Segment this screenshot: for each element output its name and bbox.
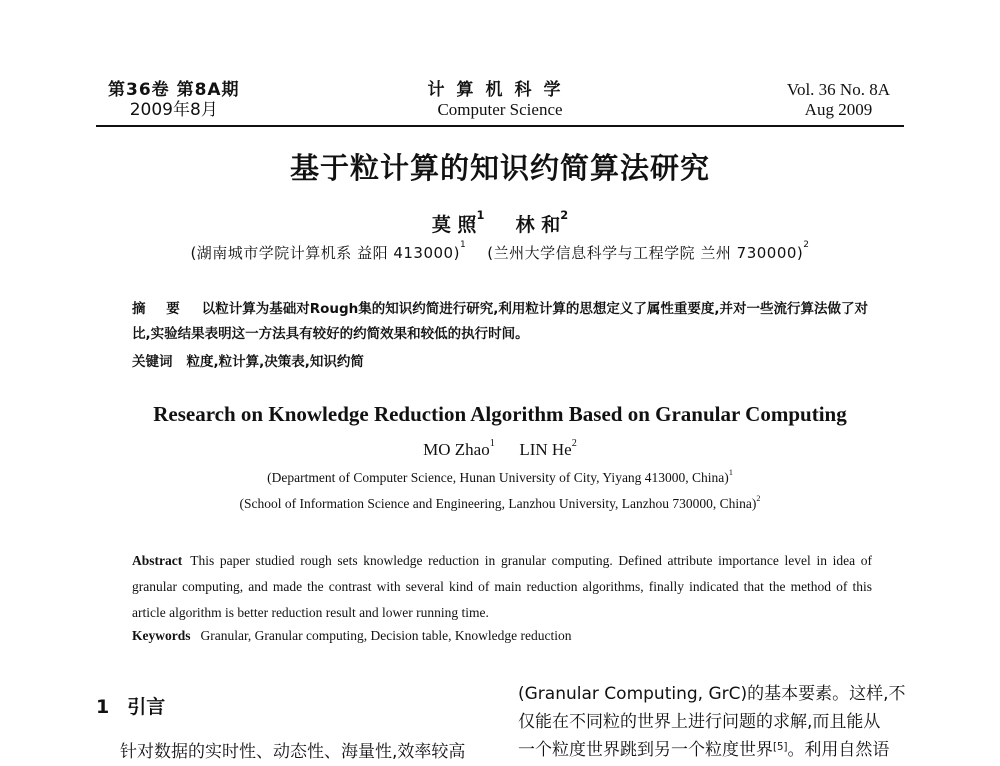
journal-name-cn: 计算机科学 [427,80,573,100]
paper-title-cn: 基于粒计算的知识约简算法研究 [289,151,710,185]
abstract-cn [132,297,872,347]
abstract-text-en: This paper studied rough sets knowledge reduction in granular computing. Defined attribute importance level in idea of granular computing, and made the contrast with several kind of main reduction algorithms, finally indicated that the method of this article algorithm is better reduction result and lower running time. [132,553,872,620]
keywords-label-cn: 关键词 [132,354,173,370]
abstract-label-en: Abstract [132,553,183,568]
affil1-cn: (湖南城市学院计算机系 益阳 413000) [190,244,460,262]
author2-name-en: LIN He [519,440,572,459]
affil2-sup-cn: 2 [803,240,810,250]
journal-name [380,80,620,120]
keywords-cn [132,350,872,370]
section-heading [96,692,165,719]
body-right-line: 仅能在不同粒的世界上进行问题的求解,而且能从 [518,712,881,732]
affiliation1-en [0,470,1000,486]
affil2-en: (School of Information Science and Engineering, Lanzhou University, Lanzhou 730000, China) [239,496,757,511]
journal-volume-info [108,80,240,120]
authors-cn [0,210,1000,237]
journal-name-en: Computer Science [437,100,563,119]
affil2-cn: (兰州大学信息科学与工程学院 兰州 730000) [487,244,804,262]
body-text-left-column [120,738,492,766]
abstract-en [132,548,872,626]
abstract-text-cn: 以粒计算为基础对Rough集的知识约简进行研究,利用粒计算的思想定义了属性重要度,并对一些流行算法做了对比,实验结果表明这一方法具有较好的约简效果和较低的执行时间。 [132,301,869,342]
citation-ref: [5] [773,742,788,753]
volume-number-en: Vol. 36 No. 8A [786,80,890,99]
keywords-text-cn: 粒度,粒计算,决策表,知识约简 [186,354,364,370]
section-number: 1 [96,696,110,718]
issue-date-en: Aug 2009 [804,100,873,119]
paper-title-en: Research on Knowledge Reduction Algorithm Based on Granular Computing [153,402,847,426]
author2-name-cn: 林 和 [515,214,561,236]
body-left-line: 针对数据的实时性、动态性、海量性,效率较高 [120,742,466,762]
journal-volume-en [787,80,890,120]
authors-en [0,440,1000,460]
body-right-text: 一个粒度世界跳到另一个粒度世界 [518,740,773,760]
affil1-sup-en: 1 [728,468,733,477]
author1-sup-cn: 1 [476,208,485,222]
body-text-right-column [518,680,910,764]
issue-date-cn: 2009年8月 [129,100,218,120]
section-title: 引言 [127,696,166,718]
volume-issue: 第36卷 第8A期 [108,80,240,100]
author2-sup-cn: 2 [560,208,569,222]
body-right-text: 。利用自然语 [787,740,890,760]
author1-sup-en: 1 [489,438,495,449]
author2-sup-en: 2 [571,438,577,449]
affil1-en: (Department of Computer Science, Hunan University of City, Yiyang 413000, China) [267,470,729,485]
affil2-sup-en: 2 [756,494,761,503]
author1-name-en: MO Zhao [423,440,490,459]
body-right-line: (Granular Computing, GrC)的基本要素。这样,不 [518,684,906,704]
keywords-label-en: Keywords [132,628,191,643]
affil1-sup-cn: 1 [459,240,467,250]
affiliation2-en [0,496,1000,512]
keywords-text-en: Granular, Granular computing, Decision table, Knowledge reduction [200,628,572,643]
affiliations-cn [0,242,1000,263]
author1-name-cn: 莫 照 [431,214,477,236]
header-rule [96,125,904,127]
abstract-label-cn: 摘 要 [132,301,188,317]
keywords-en [132,628,872,644]
